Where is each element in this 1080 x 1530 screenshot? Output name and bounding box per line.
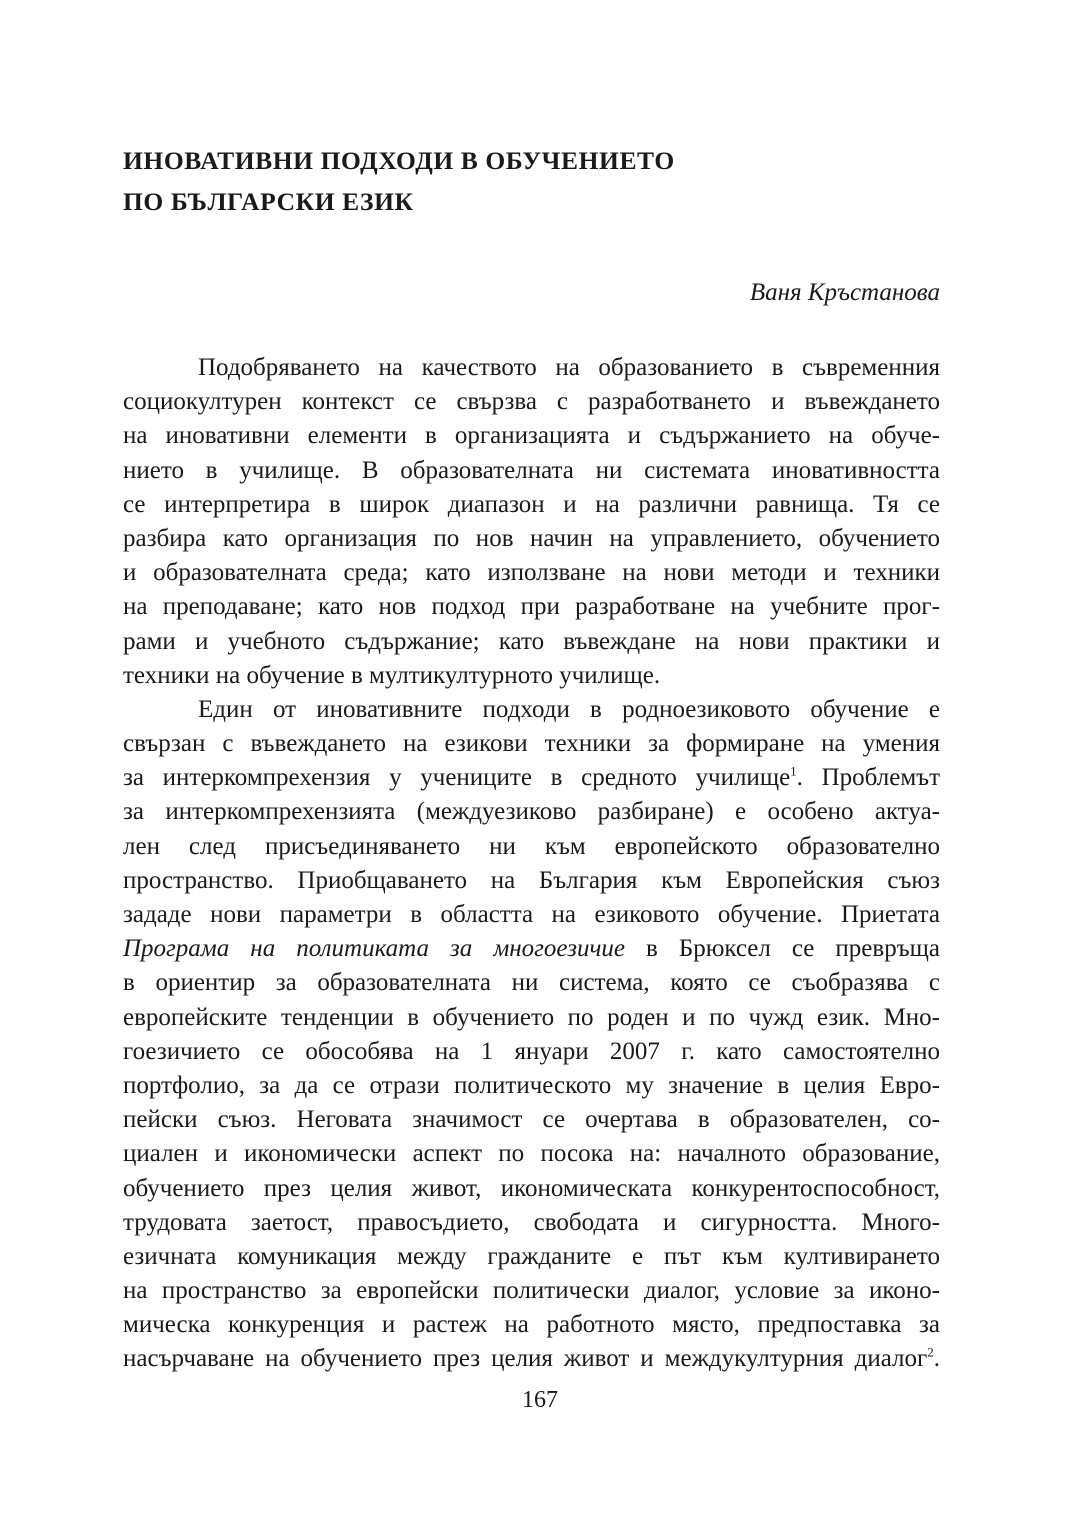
paragraph-line: рами и учебното съдържание; като въвеждане на нови практики и (123, 627, 940, 655)
paragraph-line: техники на обучение в мултикултурното училище. (123, 661, 661, 689)
article-body (123, 351, 940, 1377)
paragraph-line: мическа конкуренция и растеж на работното място, предпоставка за (123, 1311, 940, 1339)
paragraph-line: зададе нови параметри в областта на езиковото обучение. Приетата (123, 901, 940, 928)
paragraph-line: портфолио, за да се отрази политическото му значение в целия Евро- (123, 1071, 940, 1099)
page-number: 167 (522, 1387, 558, 1413)
paragraph-line: гоезичието се обособява на 1 януари 2007 г. като самостоятелно (123, 1037, 940, 1065)
paragraph-line: Един от иновативните подходи в родноезиковото обучение е (198, 695, 940, 723)
line-text: . (933, 1345, 940, 1373)
paragraph-line: социокултурен контекст се свързва с разработването и въвеждането (123, 388, 940, 416)
paragraph-line: Подобряването на качеството на образованието в съвременния (198, 354, 940, 381)
paragraph-line: трудовата заетост, правосъдието, свободата и сигурността. Много- (123, 1208, 940, 1236)
line-text: за интеркомпрехензия у учениците в средното училище (123, 764, 791, 792)
paragraph-line: обучението през целия живот, икономическата конкурентоспособност, (123, 1174, 940, 1202)
page-content (123, 140, 940, 1377)
footnote-ref-2: 2 (927, 1345, 934, 1361)
paragraph-line: европейските тенденции в обучението по роден и по чужд език. Мно- (123, 1003, 940, 1031)
article-title (123, 140, 940, 222)
title-line-1: ИНОВАТИВНИ ПОДХОДИ В ОБУЧЕНИЕТО (123, 146, 675, 175)
line-text: насърчаване на обучението през целия живот и междукултурния диалог (123, 1345, 928, 1373)
paragraph-line: езичната комуникация между гражданите е път към култивирането (123, 1242, 940, 1270)
paragraph-line: се интерпретира в широк диапазон и на различни равнища. Тя се (123, 490, 940, 518)
footnote-ref-1: 1 (790, 763, 797, 779)
paragraph-line: за интеркомпрехензията (междуезиково разбиране) е особено актуа- (123, 798, 940, 826)
paragraph-line: свързан с въвеждането на езикови техники за формиране на умения (123, 730, 940, 758)
paragraph-line: пространство. Приобщаването на България към Европейския съюз (123, 866, 940, 894)
paragraph-line (123, 932, 940, 966)
paragraph-line: на пространство за европейски политически диалог, условие за иконо- (123, 1277, 940, 1305)
line-text: в Брюксел се превръща (624, 935, 940, 963)
paragraph-line: в ориентир за образователната ни система, която се съобразява с (123, 969, 940, 997)
paragraph-line: и образователната среда; като използване на нови методи и техники (123, 559, 940, 587)
paragraph-line (123, 1342, 940, 1376)
paragraph-line: лен след присъединяването ни към европейското образователно (123, 832, 940, 860)
paragraph-line: на иновативни елементи в организацията и съдържанието на обуче- (123, 422, 940, 450)
title-line-2: ПО БЪЛГАРСКИ ЕЗИК (123, 187, 414, 216)
paragraph-line (123, 761, 940, 795)
paragraph-line: пейски съюз. Неговата значимост се очертава в образователен, со- (123, 1106, 940, 1134)
paragraph-line: на преподаване; като нов подход при разработване на учебните прог- (123, 593, 940, 621)
paragraph-2 (123, 693, 940, 1377)
paragraph-1 (123, 351, 940, 693)
line-text: . Проблемът (796, 764, 940, 792)
author-name: Ваня Кръстанова (749, 279, 940, 306)
paragraph-line: нието в училище. В образователната ни системата иновативността (123, 456, 940, 484)
paragraph-line: циален и икономически аспект по посока на: началното образование, (123, 1140, 940, 1168)
paragraph-line: разбира като организация по нов начин на управлението, обучението (123, 524, 940, 552)
program-title: Програма на политиката за многоезичие (123, 935, 625, 963)
